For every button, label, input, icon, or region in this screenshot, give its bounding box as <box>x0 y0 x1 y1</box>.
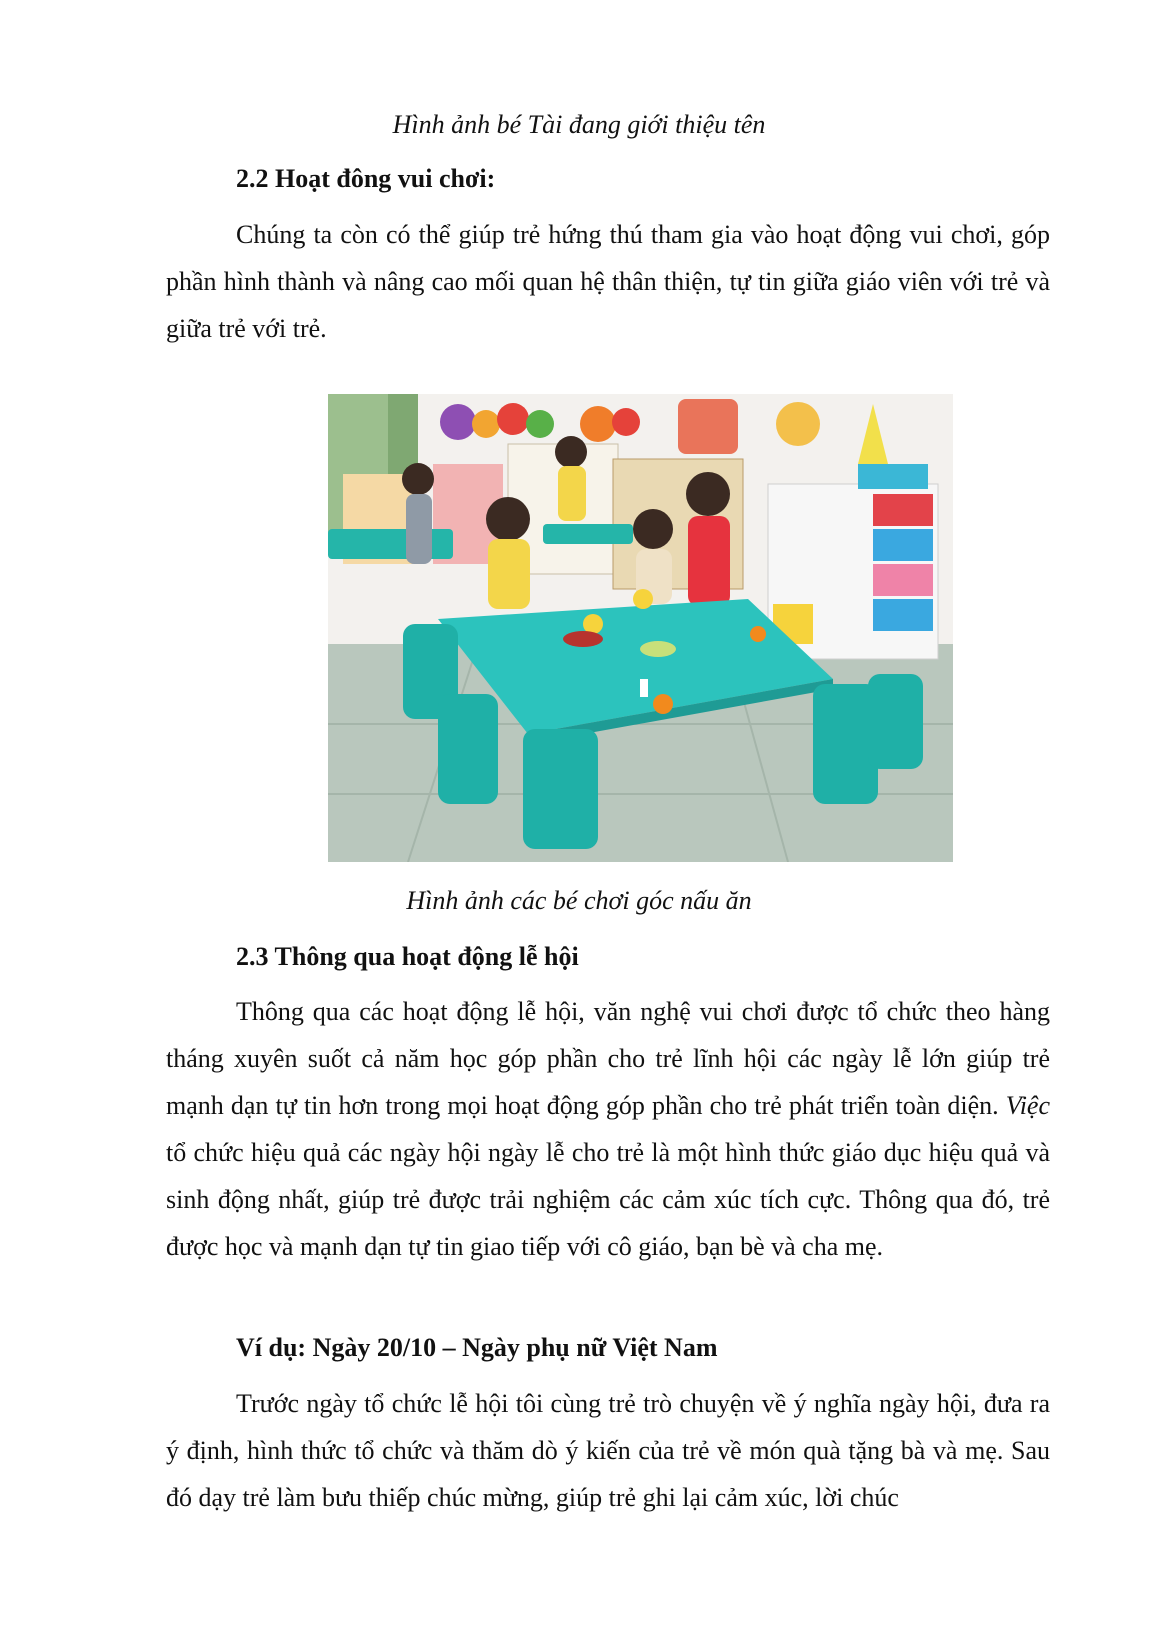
section-2-2-heading: 2.2 Hoạt đông vui chơi: <box>236 164 496 193</box>
top-image-caption: Hình ảnh bé Tài đang giới thiệu tên <box>392 110 766 139</box>
section-2-3-heading: 2.3 Thông qua hoạt động lễ hội <box>236 942 579 971</box>
kitchen-corner-photo <box>328 394 953 862</box>
photo-caption: Hình ảnh các bé chơi góc nấu ăn <box>406 886 752 915</box>
section-2-2-paragraph: Chúng ta còn có thể giúp trẻ hứng thú tham gia vào hoạt động vui chơi, góp phần hình thành và nâng cao mối quan hệ thân thiện, tự tin giữa giáo viên với trẻ và giữa trẻ với trẻ. <box>166 220 1050 343</box>
example-heading: Ví dụ: Ngày 20/10 – Ngày phụ nữ Việt Nam <box>236 1333 718 1362</box>
classroom-illustration <box>328 394 953 862</box>
example-paragraph: Trước ngày tổ chức lễ hội tôi cùng trẻ trò chuyện về ý nghĩa ngày hội, đưa ra ý định, hình thức tổ chức và thăm dò ý kiến của trẻ về món quà tặng bà và mẹ. Sau đó dạy trẻ làm bưu thiếp chúc mừng, giúp trẻ ghi lại cảm xúc, lời chúc <box>166 1389 1050 1512</box>
section-2-3-paragraph: Thông qua các hoạt động lễ hội, văn nghệ vui chơi được tổ chức theo hàng tháng xuyên suốt cả năm học góp phần cho trẻ lĩnh hội các ngày lễ lớn giúp trẻ mạnh dạn tự tin hơn trong mọi hoạt động góp phần cho trẻ phát triển toàn diện. Việc tổ chức hiệu quả các ngày hội ngày lễ cho trẻ là một hình thức giáo dục hiệu quả và sinh động nhất, giúp trẻ được trải nghiệm các cảm xúc tích cực. Thông qua đó, trẻ được học và mạnh dạn tự tin giao tiếp với cô giáo, bạn bè và cha mẹ. <box>166 997 1051 1261</box>
